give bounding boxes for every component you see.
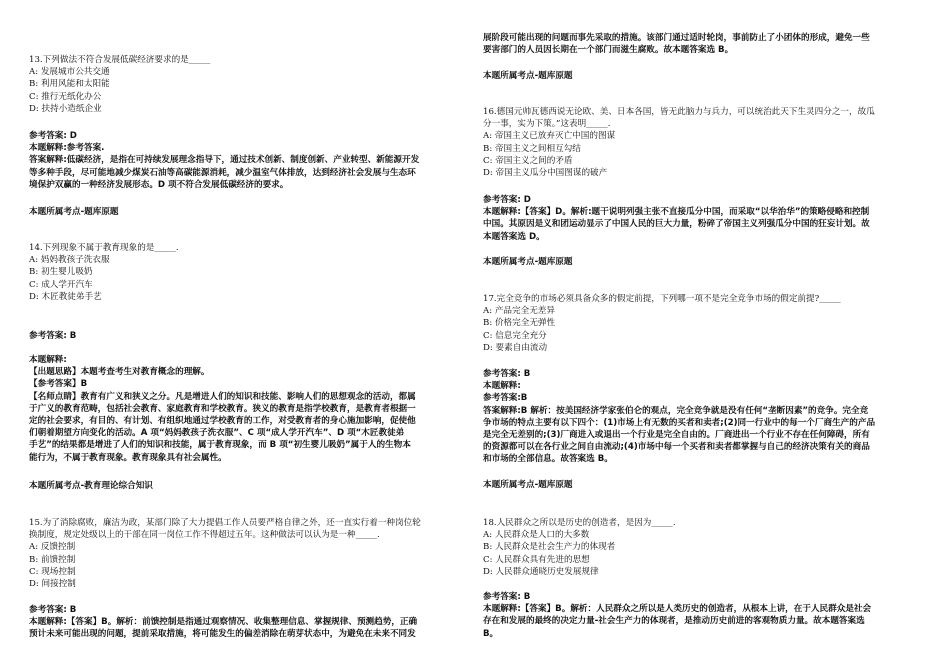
option-d: D: 木匠教徒弟手艺: [29, 291, 102, 302]
option-a: A: 产品完全无差异: [483, 306, 555, 317]
option-d: D: 帝国主义瓜分中国图谋的破产: [483, 168, 608, 179]
question-17-text: 17.完全竞争的市场必须具备众多的假定前提，下列哪一项不是完全竞争市场的假定前提?_____: [483, 294, 841, 304]
question-14: [29, 242, 467, 303]
answer-14: [29, 330, 467, 342]
option-c: C: 帝国主义之间的矛盾: [483, 155, 573, 166]
explanation-line: 答案解释:B 解析：按美国经济学家张伯仑的观点，完全竞争就是没有任何“垄断因素”的竞争。完全竞: [483, 405, 869, 416]
explanation-line: 本题解释:【答案】D。解析:题干说明列强主张不直接瓜分中国，而采取“以华治华”的策略侵略和控制: [483, 207, 870, 218]
option-d: D: 扶持小造纸企业: [29, 103, 102, 114]
explanation-title: 本题解释:: [483, 381, 521, 392]
answer-18: [483, 591, 921, 640]
source-16: [483, 256, 921, 268]
option-c: C: 人民群众具有先进的思想: [483, 554, 590, 565]
source-text: 本题所属考点-题库原题: [483, 480, 573, 490]
option-d: D: 要素自由流动: [483, 342, 548, 353]
answer-17: [483, 368, 921, 466]
option-d: D: 人民群众通晓历史发展规律: [483, 566, 599, 577]
explanation-line: 本题解释:【答案】B。解析：前馈控制是指通过观察情况、收集整理信息、掌握规律、预测趋势，正确: [29, 617, 418, 628]
explanation-line: 等多种手段，尽可能地减少煤炭石油等高碳能源消耗，减少温室气体排放，达到经济社会发展与生态环: [29, 167, 416, 178]
explanation-line: 存在和发展的最终的决定力量-社会生产力的体现者，是推动历史前进的客观物质力量。故本题答案选: [483, 616, 865, 627]
explanation-line: B。: [483, 628, 499, 639]
source-17: [483, 479, 921, 491]
explanation-line: 争市场的特点主要有以下四个：(1)市场上有无数的买者和卖者;(2)同一行业中的每一个厂商生产的产品: [483, 417, 876, 428]
source-14: [29, 480, 467, 492]
question-13: [29, 54, 467, 115]
explanation-title: 本题解释:: [29, 355, 67, 365]
explanation-line: 展阶段可能出现的问题而事先采取的措施。该部门通过适时轮岗，事前防止了小团体的形成，避免一些: [483, 33, 870, 43]
reference-answer: 参考答案: B: [483, 592, 531, 602]
reference-answer: 参考答案: D: [29, 131, 77, 141]
source-text: 本题所属考点-题库原题: [483, 71, 573, 81]
reference-answer: 参考答案: B: [29, 605, 77, 615]
explanation-line: 本题答案选 D。: [483, 231, 545, 242]
source-13: [29, 206, 467, 218]
question-15-text: 15.为了消除腐败，廉洁为政，某部门除了大力提倡工作人员要严格自律之外，还一直实行着一种岗位轮: [29, 518, 421, 528]
option-a: A: 发展城市公共交通: [29, 67, 110, 78]
option-a: A: 人民群众是人口的大多数: [483, 530, 590, 541]
question-15: [29, 517, 467, 590]
option-d: D: 间接控制: [29, 579, 76, 590]
option-a: A: 反馈控制: [29, 542, 76, 553]
explanation-line: 【出题思路】本题考查考生对教育概念的理解。: [29, 367, 210, 378]
source-15: [483, 70, 921, 82]
explanation-line: 是完全无差别的;(3)厂商进入或退出一个行业是完全自由的。厂商进出一个行业不存在任何障碍，所有: [483, 430, 870, 441]
question-16-text: 分一事，实为下策。”这表明_____.: [483, 119, 611, 130]
question-17: [483, 293, 921, 354]
question-15-continued: [483, 32, 921, 56]
option-c: C: 推行无纸化办公: [29, 91, 102, 102]
question-14-text: 14.下列现象不属于教育现象的是_____.: [29, 243, 179, 253]
explanation-line: 定的社会要求，有目的、有计划、有组织地通过学校教育的工作，对受教育者的身心施加影响，促使他: [29, 416, 416, 427]
option-b: B: 利用风能和太阳能: [29, 79, 110, 90]
reference-answer: 参考答案: D: [483, 195, 531, 205]
explanation-line: 于广义的教育范畴，包括社会教育、家庭教育和学校教育。狭义的教育是指学校教育，是教育者根据一: [29, 403, 416, 414]
question-15-text: 换制度，规定处级以上的干部在同一岗位工作不得超过五年。这种做法可以认为是一种_____.: [29, 530, 380, 541]
option-b: B: 价格完全无弹性: [483, 318, 556, 329]
explanation-line: 能行为，不属于教育现象。教育现象具有社会属性。: [29, 452, 227, 463]
question-13-text: 13.下列做法不符合发展低碳经济要求的是_____: [29, 55, 211, 65]
explanation-title: 本题解释:参考答案.: [29, 143, 105, 154]
reference-answer: 参考答案: B: [483, 369, 531, 379]
option-b: B: 前馈控制: [29, 554, 76, 565]
option-c: C: 信息完全充分: [483, 330, 547, 341]
question-18-text: 18.人民群众之所以是历史的创造者，是因为_____.: [483, 518, 676, 528]
answer-15: [29, 604, 467, 641]
explanation-line: 【名师点睛】教育有广义和狭义之分。凡是增进人们的知识和技能、影响人们的思想观念的活动，都属: [29, 391, 416, 402]
explanation-line: 境保护双赢的一种经济发展形态。D 项不符合发展低碳经济的要求。: [29, 179, 289, 190]
explanation-line: 要害部门的人员因长期在一个部门而滋生腐败。故本题答案选 B。: [483, 45, 734, 56]
reference-answer-2: 参考答案:B: [483, 393, 528, 404]
explanation-line: 中国。其原因是义和团运动显示了中国人民的巨大力量，粉碎了帝国主义列强瓜分中国的狂妄计划。故: [483, 219, 870, 230]
option-c: C: 现场控制: [29, 566, 76, 577]
explanation-line: 的资源都可以在各行业之间自由流动;(4)市场中每一个买者和卖者都掌握与自己的经济决策有关的商品: [483, 442, 870, 453]
answer-13: [29, 130, 467, 191]
option-b: B: 帝国主义之间相互勾结: [483, 143, 581, 154]
question-16-text: 16.德国元帅瓦德西说无论欧、美、日本各国，皆无此脑力与兵力，可以统治此天下生灵四分之一，故瓜: [483, 107, 875, 117]
explanation-14: [29, 354, 467, 464]
explanation-line: 答案解释:低碳经济，是指在可持续发展理念指导下，通过技术创新、制度创新、产业转型、新能源开发: [29, 155, 420, 166]
reference-answer: 参考答案: B: [29, 331, 77, 341]
answer-16: [483, 194, 921, 243]
option-a: A: 帝国主义已放弃灭亡中国的图谋: [483, 131, 616, 142]
explanation-line: 预计未来可能出现的问题，提前采取措施，将可能发生的偏差消除在萌芽状态中，为避免在未来不同发: [29, 629, 416, 640]
question-16: [483, 106, 921, 179]
explanation-line: 们朝着期望方向变化的活动。A 项“妈妈教孩子洗衣服”、C 项“成人学开汽车”、D 项“木匠教徒弟: [29, 428, 405, 439]
source-text: 本题所属考点-教育理论综合知识: [29, 481, 153, 491]
explanation-line: 和市场的全部信息。故答案选 B。: [483, 454, 613, 465]
option-a: A: 妈妈教孩子洗衣服: [29, 255, 110, 266]
question-18: [483, 517, 921, 578]
explanation-line: 本题解释:【答案】B。解析：人民群众之所以是人类历史的创造者，从根本上讲，在于人民群众是社会: [483, 604, 872, 615]
option-b: B: 初生婴儿吸奶: [29, 267, 93, 278]
option-b: B: 人民群众是社会生产力的体现者: [483, 542, 616, 553]
explanation-line: 手艺”的结果都是增进了人们的知识和技能，属于教育现象，而 B 项“初生婴儿吸奶”属于人的生物本: [29, 440, 411, 451]
explanation-line: 【参考答案】B: [29, 379, 88, 390]
source-text: 本题所属考点-题库原题: [29, 207, 119, 217]
option-c: C: 成人学开汽车: [29, 279, 93, 290]
source-text: 本题所属考点-题库原题: [483, 257, 573, 267]
